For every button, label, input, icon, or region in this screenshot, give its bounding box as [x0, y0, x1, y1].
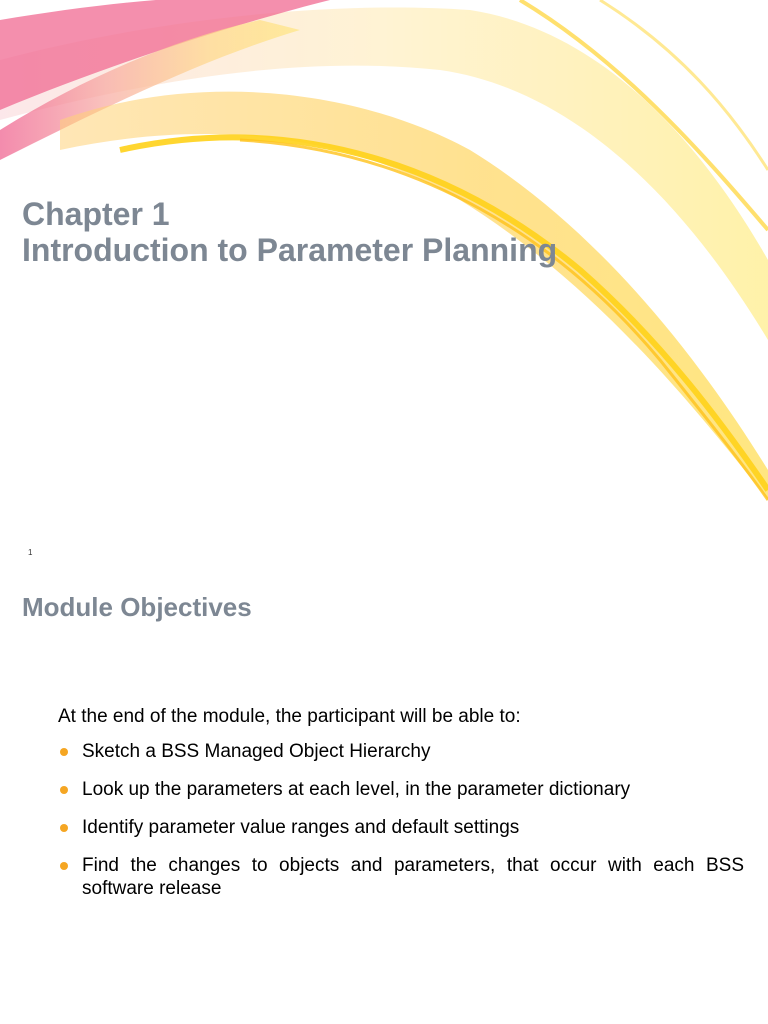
objective-text: Find the changes to objects and parameters, that occur with each BSS software release [82, 855, 744, 899]
bullet-dot-icon [60, 748, 68, 756]
objectives-slide [0, 540, 768, 1024]
objective-text: Look up the parameters at each level, in the parameter dictionary [82, 779, 631, 800]
chapter-title [22, 196, 557, 268]
objective-text: Sketch a BSS Managed Object Hierarchy [82, 741, 431, 762]
list-item [58, 778, 744, 801]
page-number: 1 [28, 548, 33, 557]
list-item [58, 854, 744, 900]
list-item [58, 740, 744, 763]
bullet-dot-icon [60, 824, 68, 832]
bullet-dot-icon [60, 862, 68, 870]
objectives-list [58, 740, 744, 915]
chapter-number: Chapter 1 [22, 196, 170, 232]
module-heading: Module Objectives [22, 592, 252, 622]
intro-text: At the end of the module, the participant will be able to: [58, 706, 521, 727]
bullet-dot-icon [60, 786, 68, 794]
chapter-name: Introduction to Parameter Planning [22, 232, 558, 268]
objective-text: Identify parameter value ranges and default settings [82, 817, 520, 838]
list-item [58, 816, 744, 839]
